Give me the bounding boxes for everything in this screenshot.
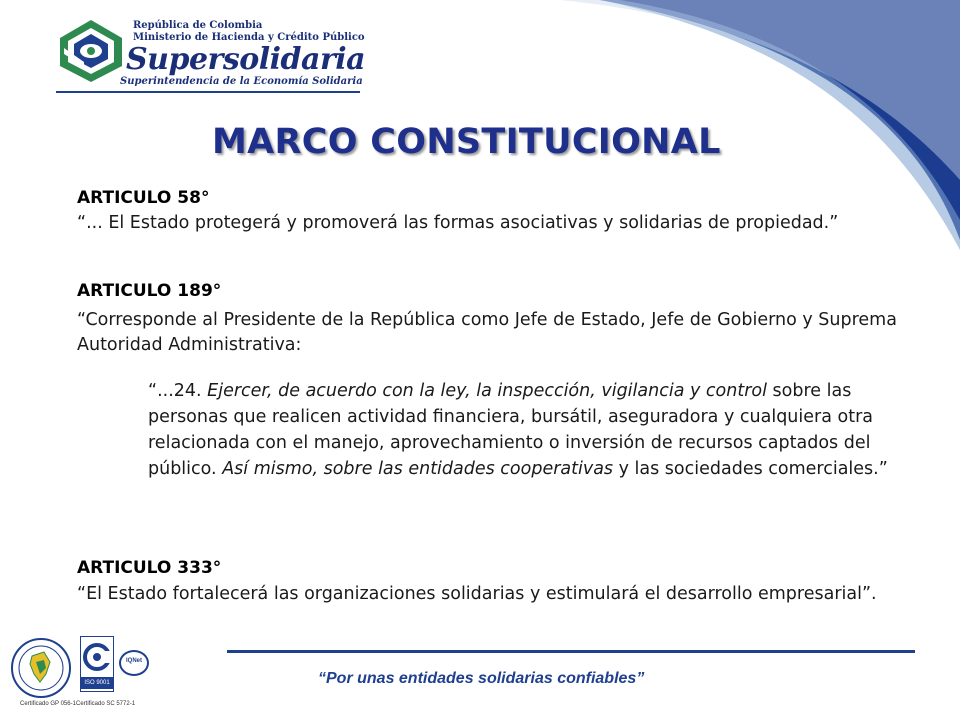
- iqnet-badge: [119, 650, 149, 676]
- logo-name: Supersolidaria: [126, 42, 366, 77]
- article-333-text: “El Estado fortalecerá las organizaciones solidarias y estimulará el desarrollo empresarial”.: [77, 584, 877, 604]
- quote-italic-1: Ejercer, de acuerdo con la ley, la inspección, vigilancia y control: [207, 381, 767, 401]
- article-333-heading: ARTICULO 333°: [77, 558, 222, 578]
- article-189-quote: [148, 378, 908, 482]
- logo-subtitle: Superintendencia de la Economía Solidaria: [120, 76, 363, 87]
- article-189-text: “Corresponde al Presidente de la República como Jefe de Estado, Jefe de Gobierno y Suprema Autoridad Administrativa:: [77, 310, 897, 355]
- footer-rule: [227, 650, 915, 653]
- supersolidaria-logo: [58, 14, 368, 94]
- certification-seal-icon: [10, 636, 72, 700]
- quote-middle: sobre las personas que realicen actividad financiera, bursátil, aseguradora y cualquiera otra relacionada con el manejo, aprovechamiento o inversión de recursos captados del público.: [148, 381, 873, 479]
- article-58-text: “... El Estado protegerá y promoverá las formas asociativas y solidarias de propiedad.”: [77, 213, 839, 233]
- supersolidaria-emblem-icon: [58, 18, 124, 84]
- iqnet-label: IQNet: [125, 658, 142, 664]
- iso-certificate-badge: [80, 636, 114, 692]
- logo-ministry-line: Ministerio de Hacienda y Crédito Público: [133, 32, 365, 43]
- page-title: MARCO CONSTITUCIONAL: [212, 122, 721, 162]
- article-58-heading: ARTICULO 58°: [77, 188, 210, 208]
- logo-country-line: República de Colombia: [133, 20, 263, 31]
- article-189-heading: ARTICULO 189°: [77, 281, 222, 301]
- quote-suffix: y las sociedades comerciales.”: [613, 459, 888, 479]
- icontec-icon: [81, 641, 113, 673]
- cert-caption-1: Certificado GP 056-1: [20, 701, 76, 707]
- cert-caption-2: Certificado SC 5772-1: [76, 701, 136, 707]
- quote-prefix: “...24.: [148, 381, 208, 401]
- quote-italic-2: Así mismo, sobre las entidades cooperativas: [222, 459, 614, 479]
- logo-underline: [56, 91, 360, 93]
- footer-slogan: “Por unas entidades solidarias confiables”: [318, 670, 645, 687]
- iso-label: ISO 9001: [81, 677, 113, 689]
